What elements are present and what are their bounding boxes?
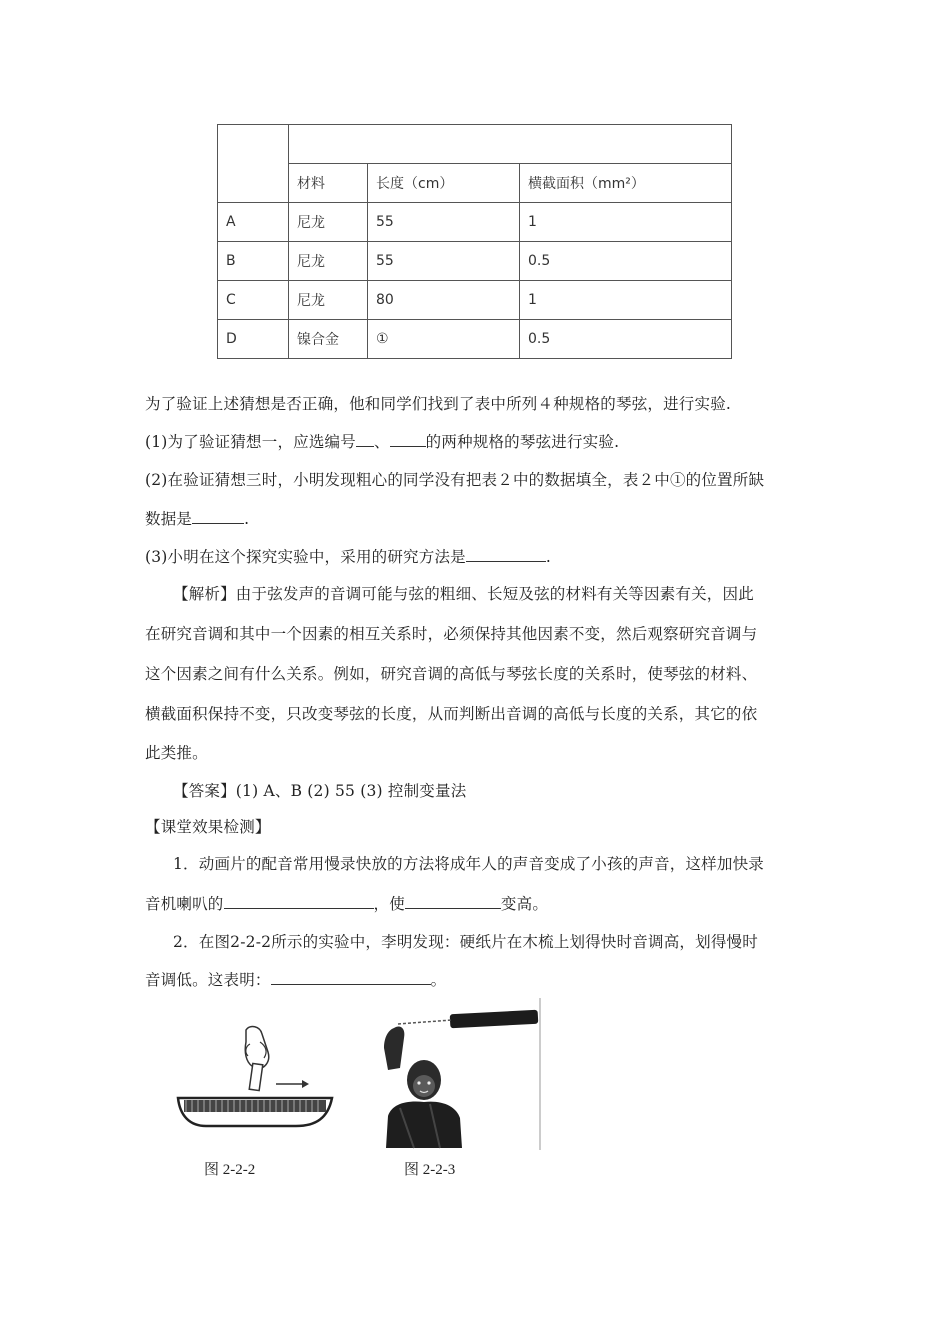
row-material: 尼龙 <box>289 281 368 320</box>
question-2-end: . <box>244 510 250 528</box>
table-top-row <box>218 125 732 164</box>
comb-card-figure <box>176 1022 334 1132</box>
eye-left <box>417 1081 420 1084</box>
row-id: C <box>218 281 289 320</box>
question-3-end: . <box>545 548 551 566</box>
problem-1-text-b: ，使 <box>373 895 405 913</box>
table-header-row <box>218 164 732 203</box>
answer-blank[interactable] <box>356 432 374 447</box>
answer-blank[interactable] <box>405 894 501 909</box>
problem-2-text: 音调低。这表明： <box>145 971 271 989</box>
row-id: D <box>218 320 289 359</box>
header-area: 横截面积（mm²） <box>520 164 732 203</box>
question-1 <box>145 430 619 452</box>
row-area: 1 <box>520 281 732 320</box>
problem-1-line-1: 1．动画片的配音常用慢录快放的方法将成年人的声音变成了小孩的声音，这样加快录 <box>173 855 764 873</box>
answer-line: 【答案】(1) A、B (2) 55 (3) 控制变量法 <box>173 782 467 800</box>
arrow-head-icon <box>302 1080 309 1088</box>
answer-blank[interactable] <box>192 509 244 524</box>
header-length: 长度（cm） <box>368 164 520 203</box>
analysis-line-5: 此类推。 <box>145 744 208 762</box>
question-2-text: 数据是 <box>145 510 193 528</box>
analysis-line-1: 【解析】由于弦发声的音调可能与弦的粗细、长短及弦的材料有关等因素有关，因此 <box>173 585 754 603</box>
problem-1-line-2 <box>145 892 548 914</box>
string-spec-table <box>217 124 732 359</box>
row-area: 0.5 <box>520 320 732 359</box>
row-area: 1 <box>520 203 732 242</box>
table-row <box>218 242 732 281</box>
eye-right <box>427 1081 430 1084</box>
row-area: 0.5 <box>520 242 732 281</box>
figure-1-caption: 图 2-2-2 <box>204 1162 256 1178</box>
question-1-sep: 、 <box>373 433 390 451</box>
intro-text: 为了验证上述猜想是否正确，他和同学们找到了表中所列４种规格的琴弦，进行实验. <box>145 395 732 413</box>
table-title-cell <box>289 125 732 164</box>
section-title: 【课堂效果检测】 <box>145 818 271 836</box>
row-id: A <box>218 203 289 242</box>
problem-2-end: 。 <box>430 971 447 989</box>
row-material: 尼龙 <box>289 203 368 242</box>
row-length: 55 <box>368 203 520 242</box>
answer-blank[interactable] <box>271 970 431 985</box>
row-material: 尼龙 <box>289 242 368 281</box>
answer-blank[interactable] <box>390 432 426 447</box>
question-3 <box>145 545 551 567</box>
problem-1-text-c: 变高。 <box>500 895 549 913</box>
problem-2-line-1: 2．在图2-2-2所示的实验中，李明发现：硬纸片在木梳上划得快时音调高，划得慢时 <box>173 933 758 951</box>
table-corner-cell <box>218 125 289 203</box>
question-2-line-1: (2)在验证猜想三时，小明发现粗心的同学没有把表２中的数据填全，表２中①的位置所缺 <box>145 471 765 489</box>
problem-2-line-2 <box>145 968 446 990</box>
swinging-tube-figure <box>370 998 542 1150</box>
boy-face <box>413 1075 435 1097</box>
question-1-text-a: (1)为了验证猜想一，应选编号 <box>145 433 356 451</box>
analysis-line-3: 这个因素之间有什么关系。例如，研究音调的高低与琴弦长度的关系时，使琴弦的材料、 <box>145 665 758 683</box>
row-length: ① <box>368 320 520 359</box>
table-row <box>218 203 732 242</box>
question-1-text-b: 的两种规格的琴弦进行实验. <box>425 433 620 451</box>
question-2-line-2 <box>145 507 249 529</box>
comb-teeth <box>184 1100 326 1112</box>
figure-2-caption: 图 2-2-3 <box>404 1162 456 1178</box>
boy-body <box>386 1102 462 1148</box>
answer-blank[interactable] <box>466 547 546 562</box>
problem-1-text-a: 音机喇叭的 <box>145 895 224 913</box>
header-material: 材料 <box>289 164 368 203</box>
card-shape <box>249 1063 263 1090</box>
question-3-text: (3)小明在这个探究实验中，采用的研究方法是 <box>145 548 466 566</box>
row-length: 55 <box>368 242 520 281</box>
row-id: B <box>218 242 289 281</box>
analysis-line-4: 横截面积保持不变，只改变琴弦的长度，从而判断出音调的高低与长度的关系，其它的依 <box>145 705 758 723</box>
table-row <box>218 281 732 320</box>
answer-blank[interactable] <box>224 894 374 909</box>
analysis-line-2: 在研究音调和其中一个因素的相互关系时，必须保持其他因素不变，然后观察研究音调与 <box>145 625 758 643</box>
row-length: 80 <box>368 281 520 320</box>
row-material: 镍合金 <box>289 320 368 359</box>
table-row <box>218 320 732 359</box>
